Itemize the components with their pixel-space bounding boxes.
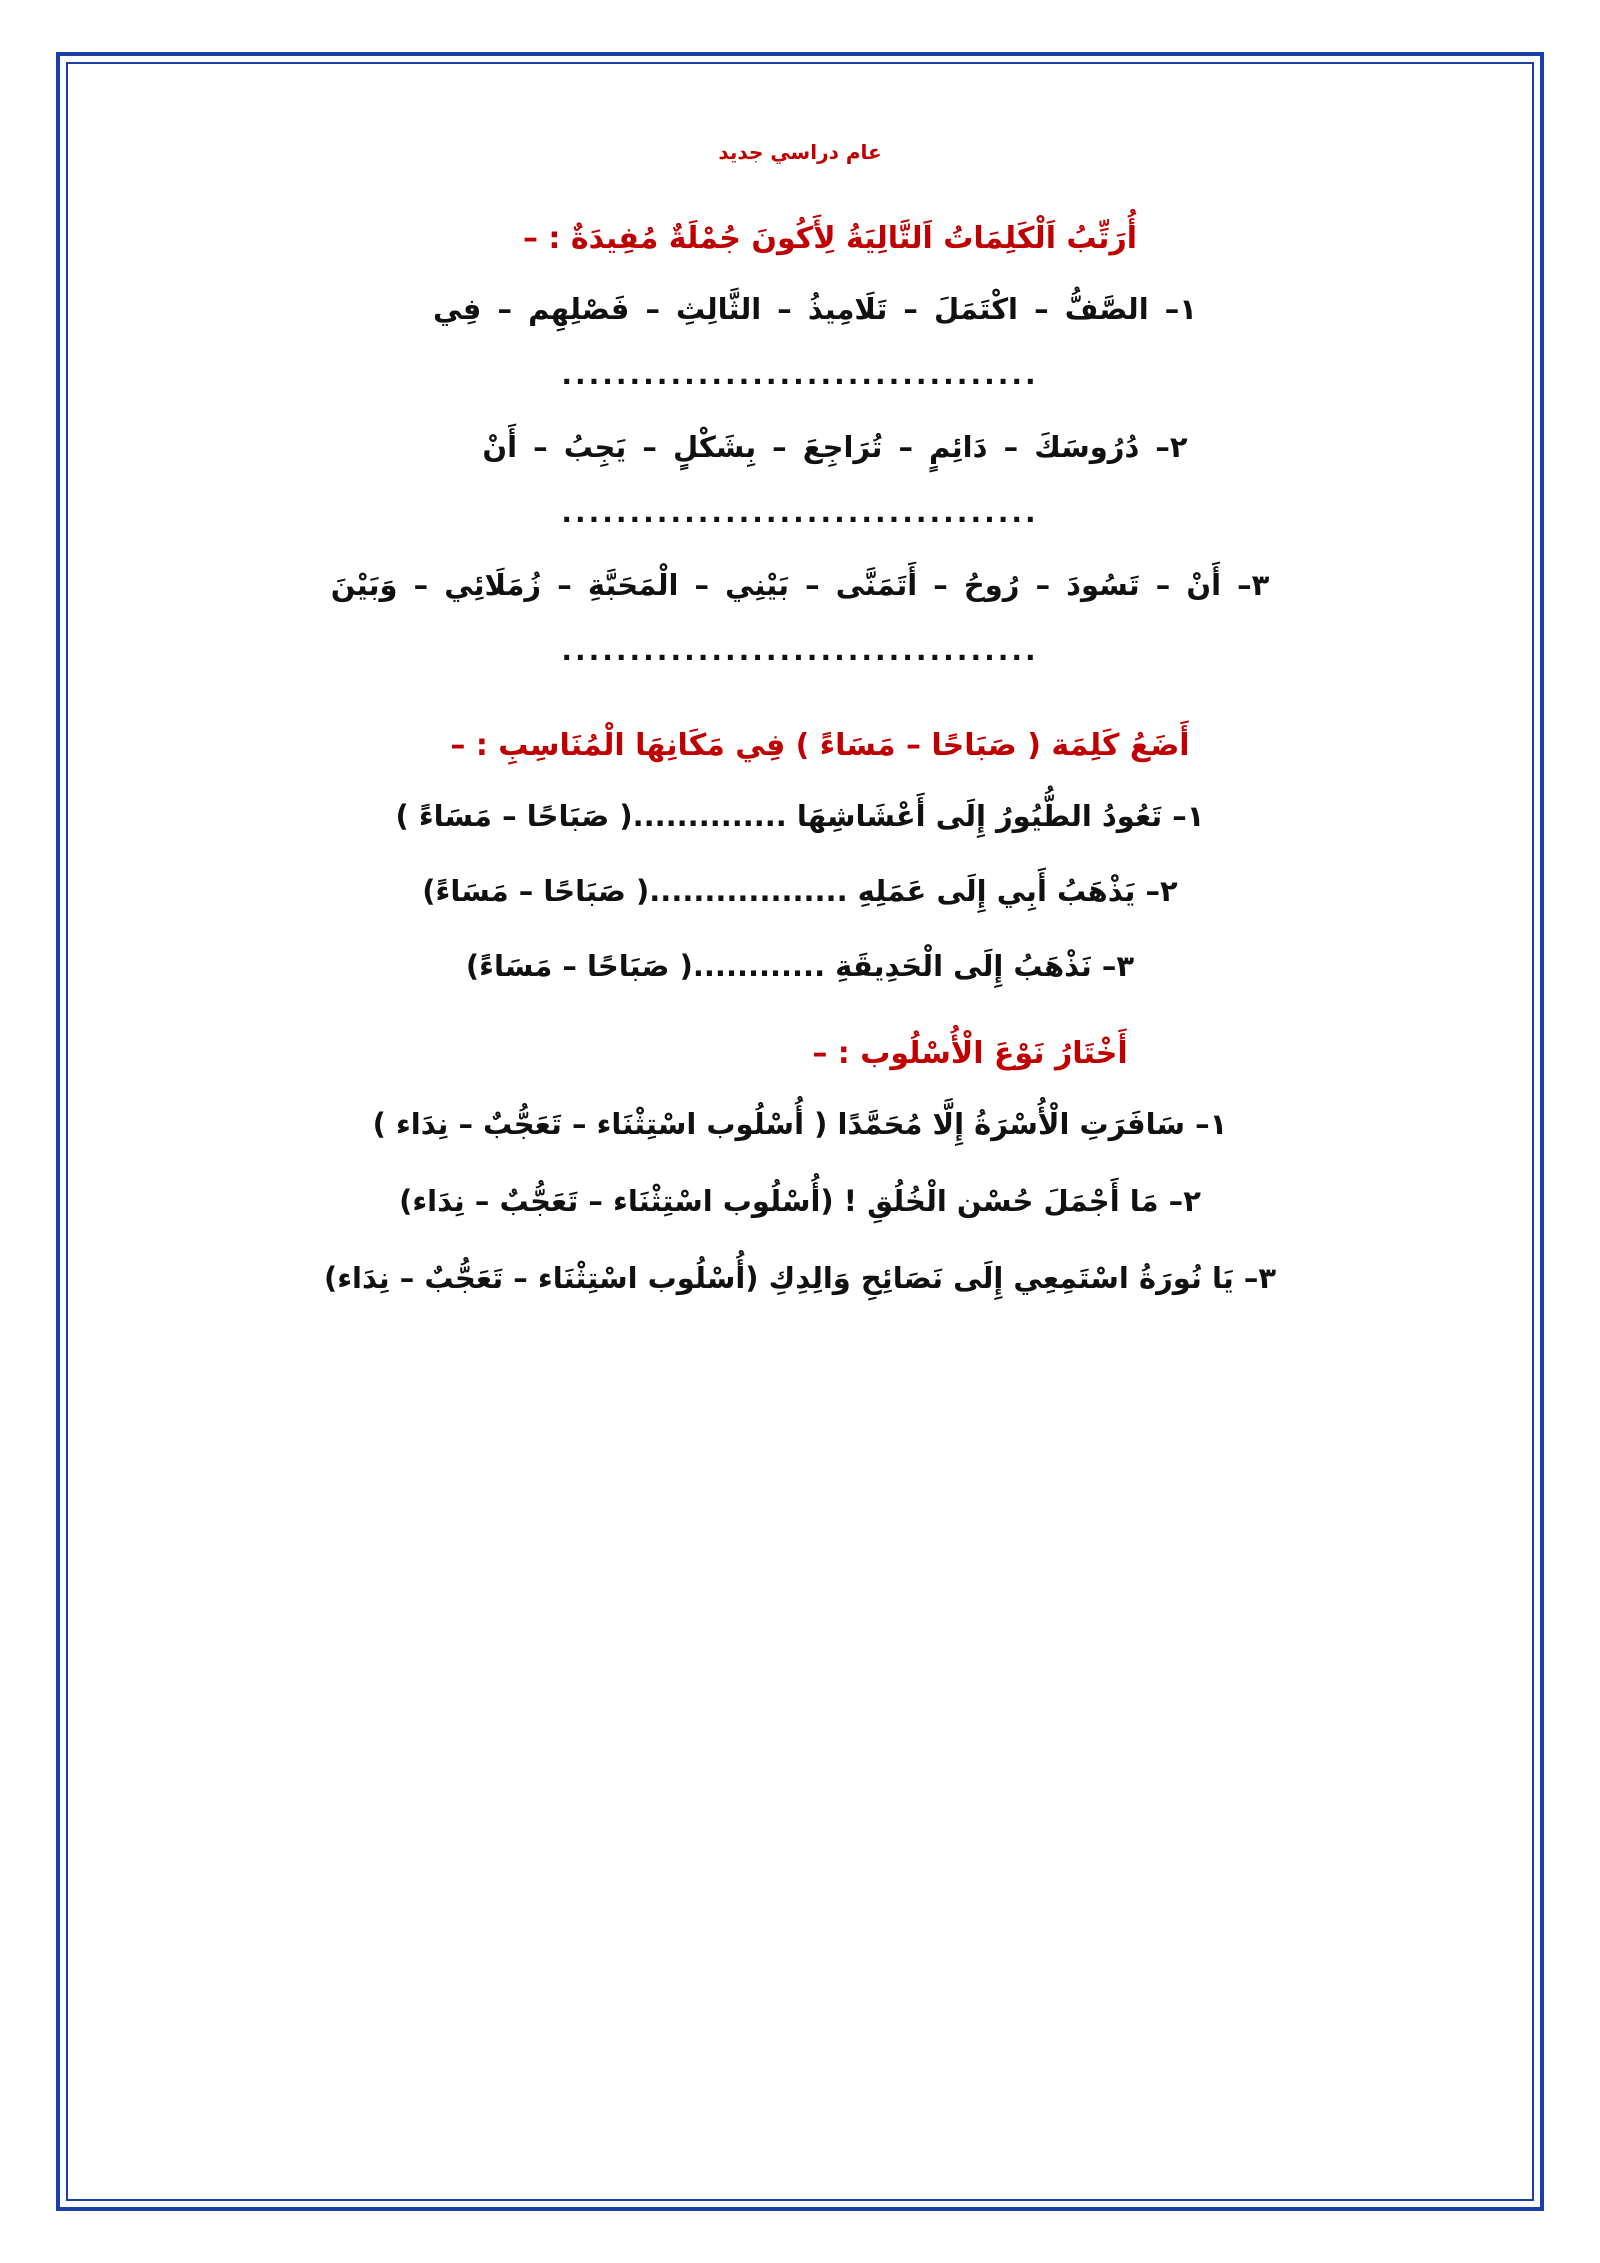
exercise-item-text: ٣– أَنْ – تَسُودَ – رُوحُ – أَتَمَنَّى – بَيْنِي – الْمَحَبَّةِ – زُمَلَائِي – وَبَيْنَ [330,567,1270,602]
answer-line[interactable]: ................................... [561,357,1039,391]
exercise-item-text[interactable]: ١– سَافَرَتِ الْأُسْرَةُ إِلَّا مُحَمَّدًا ( أُسْلُوب اسْتِثْنَاء – تَعَجُّبٌ – نِدَاء ) [372,1106,1228,1141]
corner-ornament-top-right [1522,52,1544,74]
exercise-item-text: ٢– دُرُوسَكَ – دَائِمٍ – تُرَاجِعَ – بِشَكْلٍ – يَجِبُ – أَنْ [482,429,1188,464]
exercise-item-text[interactable]: ١– تَعُودُ الطُّيُورُ إِلَى أَعْشَاشِهَا ..............( صَبَاحًا – مَسَاءً ) [395,798,1205,833]
section-heading-choose-style: أَخْتَارُ نَوْعَ الْأُسْلُوب : – [812,1035,1128,1071]
exercise-item-text[interactable]: ٣– نَذْهَبُ إِلَى الْحَدِيقَةِ ............( صَبَاحًا – مَسَاءً) [465,948,1135,983]
corner-ornament-bottom-right [1522,2189,1544,2211]
section-heading-arrange-words: أُرَتِّبُ اَلْكَلِمَاتُ اَلتَّالِيَةُ لِأَكُونَ جُمْلَةٌ مُفِيدَةٌ : – [522,221,1138,256]
exercise-item-text: ١– الصَّفُّ – اكْتَمَلَ – تَلَامِيذُ – الثَّالِثِ – فَصْلِهِم – فِي [433,292,1197,326]
section-place-word [96,723,1504,989]
corner-ornament-top-left [56,52,78,74]
answer-line[interactable]: ................................... [561,633,1039,667]
answer-line[interactable]: ................................... [561,495,1039,529]
exercise-row [96,425,1504,529]
worksheet-content [96,104,1504,2159]
section-heading-place-word: أَضَعُ كَلِمَة ( صَبَاحًا – مَسَاءً ) فِي مَكَانِهَا الْمُنَاسِبِ : – [450,727,1190,763]
section-spacer [96,1019,1504,1031]
exercise-row [96,563,1504,667]
exercise-item-text[interactable]: ٢– مَا أَجْمَلَ حُسْن الْخُلُقِ ! (أُسْلُوب اسْتِثْنَاء – تَعَجُّبٌ – نِدَاء) [399,1183,1201,1218]
section-spacer [96,701,1504,723]
corner-ornament-bottom-left [56,2189,78,2211]
exercise-row [96,287,1504,391]
section-arrange-words [96,216,1504,667]
exercise-item-text[interactable]: ٣– يَا نُورَةُ اسْتَمِعِي إِلَى نَصَائِحِ وَالِدِكِ (أُسْلُوب اسْتِثْنَاء – تَعَجُّبٌ – نِدَاء) [323,1260,1277,1295]
exercise-item-text[interactable]: ٢– يَذْهَبُ أَبِي إِلَى عَمَلِهِ ..................( صَبَاحًا – مَسَاءً) [422,873,1178,908]
section-choose-style [96,1031,1504,1301]
document-header-title: عام دراسي جديد [718,140,882,164]
